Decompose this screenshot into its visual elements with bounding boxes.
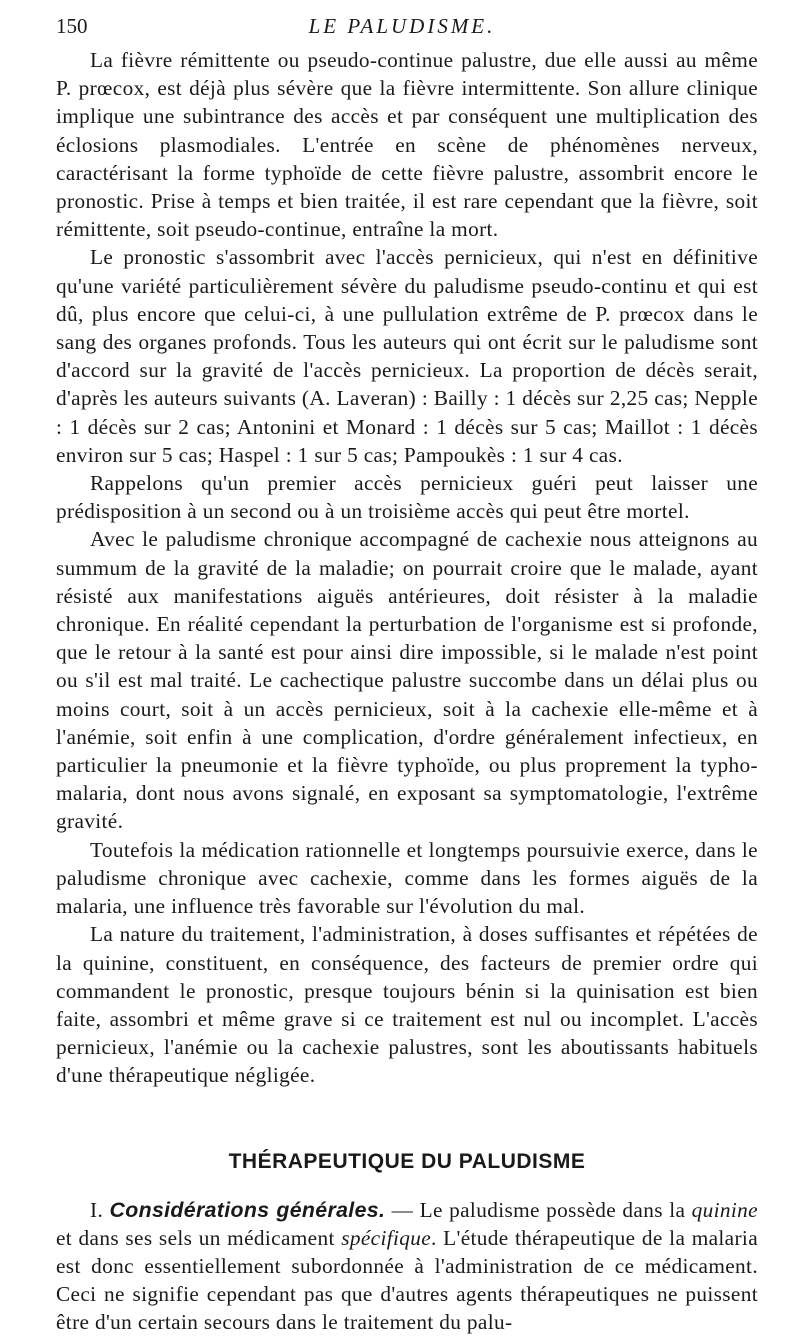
running-title: LE PALUDISME. [308,14,496,38]
paragraph-treatment-nature: La nature du traitement, l'administration, à doses suffisantes et répétées de la quinine, constituent, en conséquence, des facteurs de premier ordre qui commandent le pronostic, presque toujours bénin si la quinisation est bien faite, assombri et même grave si ce traitement est nul ou incomplet. L'accès pernicieux, l'anémie ou la cachexie palustres, sont les aboutissants habituels d'une thérapeutique négligée. [56,922,758,1088]
paragraph-predisposition: Rappelons qu'un premier accès pernicieux guéri peut laisser une prédisposition à un second ou à un troisième accès qui peut être mortel. [56,471,758,524]
paragraph-remittent-fever: La fièvre rémittente ou pseudo-continue palustre, due elle aussi au même P. prœcox, est déjà plus sévère que la fièvre intermittente. Son allure clinique implique une subintrance des accès et par conséquent une multiplication des éclosions plasmodiales. L'entrée en scène de phénomènes nerveux, caractérisant la forme typhoïde de cette fièvre palustre, assombrit encore le pronostic. Prise à temps et bien traitée, il est rare cependant que la fièvre, soit rémittente, soit pseudo-continue, entraîne la mort. [56,48,758,242]
emphasis-specific: spécifique [341,1225,432,1250]
page-header [56,14,758,46]
paragraph-general-considerations [56,1196,758,1337]
text-segment-2: et dans ses sels un médicament [56,1225,342,1250]
text-segment-3: . L'étude thérapeutique de la malaria est donc essentiellement subordonnée à l'administration de ce médicament. Ceci ne signifie cependant pas que d'autres agents thérapeutiques ne puissent être d'un certain secours dans le traitement du palu- [56,1225,758,1335]
sub-number: I. [90,1197,104,1222]
emphasis-quinine: quinine [691,1197,758,1222]
paragraph-chronic-paludism: Avec le paludisme chronique accompagné de cachexie nous atteignons au summum de la gravité de la maladie; on pourrait croire que le malade, ayant résisté aux manifestations aiguës antérieures, doit résister à la maladie chronique. En réalité cependant la perturbation de l'organisme est si profonde, que le retour à la santé est pour ainsi dire impossible, si le malade n'est point ou s'il est mal traité. Le cachectique palustre succombe dans un délai plus ou moins court, soit à un accès pernicieux, soit à la cachexie elle-même et à l'anémie, soit enfin à une complication, d'ordre généralement infectieux, en particulier la pneumonie et la fièvre typhoïde, ou plus proprement la typho-malaria, dont nous avons signalé, en exposant sa symptomatologie, l'extrême gravité. [56,527,758,834]
em-dash: — [385,1197,420,1222]
section-title: THÉRAPEUTIQUE DU PALUDISME [228,1149,586,1173]
paragraph-rational-medication: Toutefois la médication rationnelle et longtemps poursuivie exerce, dans le paludisme chronique avec cachexie, comme dans les formes aiguës de la malaria, une influence très favorable sur l'évolution du mal. [56,837,758,919]
page-number: 150 [56,14,88,38]
body-text [56,46,758,1337]
text-segment-1: Le paludisme possède dans la [419,1197,692,1222]
paragraph-pernicious-access: Le pronostic s'assombrit avec l'accès pernicieux, qui n'est en définitive qu'une variété particulièrement sévère du paludisme pseudo-continu et qui est dû, plus encore que celui-ci, à une pullulation extrême de P. prœcox dans le sang des organes profonds. Tous les auteurs qui ont écrit sur le paludisme sont d'accord sur la gravité de l'accès pernicieux. La proportion de décès serait, d'après les auteurs suivants (A. Laveran) : Bailly : 1 décès sur 2,25 cas; Nepple : 1 décès sur 2 cas; Antonini et Monard : 1 décès sur 5 cas; Maillot : 1 décès environ sur 5 cas; Haspel : 1 sur 5 cas; Pampoukès : 1 sur 4 cas. [56,245,758,467]
sub-heading: Considérations générales. [109,1197,386,1222]
